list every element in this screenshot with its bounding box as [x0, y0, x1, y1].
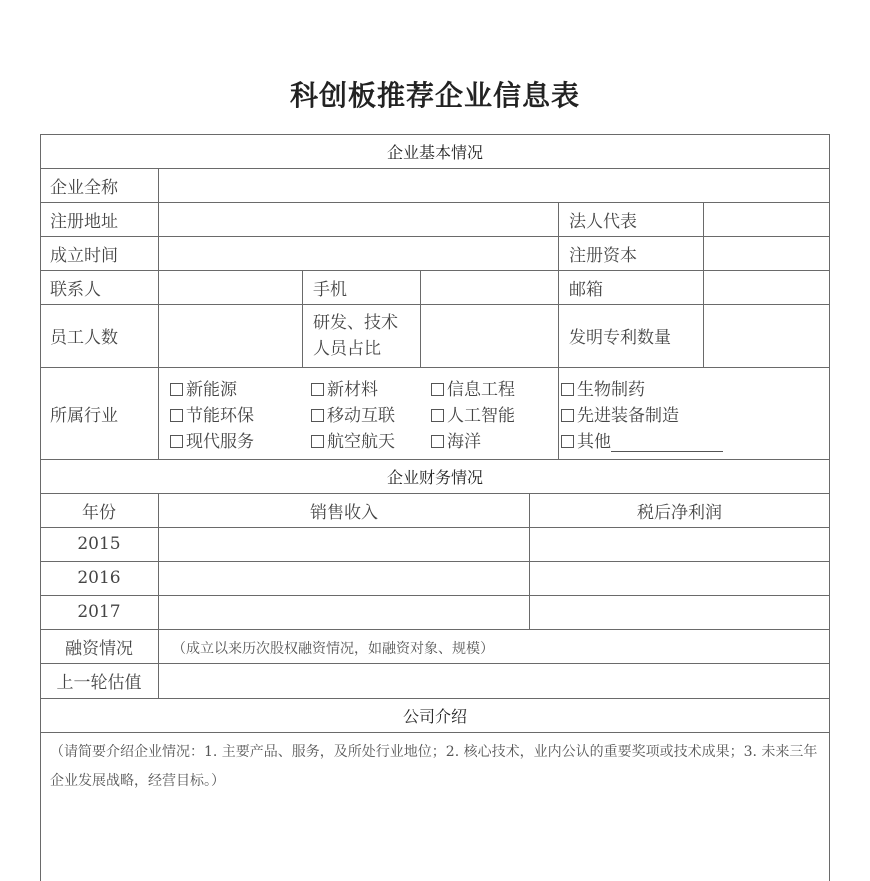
industry-option[interactable]: 节能环保	[170, 401, 254, 426]
header-profit: 税后净利润	[637, 502, 722, 523]
field-legal-rep[interactable]	[704, 202, 829, 236]
checkbox-icon[interactable]	[311, 435, 324, 448]
field-valuation[interactable]	[159, 663, 829, 698]
label-company-name: 企业全称	[50, 177, 118, 198]
industry-option[interactable]: 移动互联	[311, 401, 395, 426]
form-title: 科创板推荐企业信息表	[289, 79, 580, 112]
field-company-name[interactable]	[159, 168, 829, 202]
field-mobile[interactable]	[421, 270, 558, 304]
financing-note: （成立以来历次股权融资情况，如融资对象、规模）	[172, 641, 494, 657]
field-founded[interactable]	[159, 236, 558, 270]
field-staff[interactable]	[159, 304, 302, 367]
checkbox-icon[interactable]	[311, 383, 324, 396]
checkbox-icon[interactable]	[561, 409, 574, 422]
field-contact[interactable]	[159, 270, 302, 304]
label-mobile: 手机	[313, 279, 347, 300]
label-valuation: 上一轮估值	[56, 673, 142, 693]
intro-note: （请简要介绍企业情况：1. 主要产品、服务，及所处行业地位；2. 核心技术，业内公认的重要奖项或技术成果；3. 未来三年企业发展战略，经营目标。）	[50, 744, 818, 789]
year-cell: 2015	[77, 534, 121, 554]
industry-option[interactable]: 海洋	[431, 427, 481, 452]
label-email: 邮箱	[569, 279, 603, 300]
other-blank-line[interactable]	[611, 437, 723, 452]
checkbox-icon[interactable]	[431, 435, 444, 448]
checkbox-icon[interactable]	[431, 409, 444, 422]
label-financing: 融资情况	[65, 638, 133, 659]
label-patents: 发明专利数量	[569, 328, 671, 348]
field-sales[interactable]	[159, 561, 529, 595]
checkbox-icon[interactable]	[311, 409, 324, 422]
rd-ratio-line2: 人员占比	[313, 338, 381, 359]
grid-line	[40, 732, 830, 733]
rd-ratio-line1: 研发、技术	[313, 312, 398, 333]
field-patents[interactable]	[704, 304, 829, 367]
label-reg-capital: 注册资本	[569, 245, 637, 266]
checkbox-icon[interactable]	[170, 435, 183, 448]
checkbox-icon[interactable]	[561, 383, 574, 396]
checkbox-icon[interactable]	[170, 383, 183, 396]
industry-option-other[interactable]: 其他	[561, 427, 723, 452]
industry-option[interactable]: 新能源	[170, 375, 237, 400]
industry-option[interactable]: 航空航天	[311, 427, 395, 452]
grid-line	[829, 134, 830, 881]
checkbox-icon[interactable]	[170, 409, 183, 422]
label-staff: 员工人数	[50, 328, 118, 348]
field-reg-address[interactable]	[159, 202, 558, 236]
section-title-basic: 企业基本情况	[386, 142, 483, 162]
label-reg-address: 注册地址	[50, 211, 118, 232]
checkbox-icon[interactable]	[431, 383, 444, 396]
label-legal-rep: 法人代表	[569, 211, 637, 232]
field-sales[interactable]	[159, 527, 529, 561]
field-profit[interactable]	[530, 527, 829, 561]
header-sales: 销售收入	[310, 502, 378, 523]
label-founded: 成立时间	[50, 245, 118, 266]
year-cell: 2016	[77, 568, 121, 588]
field-reg-capital[interactable]	[704, 236, 829, 270]
field-profit[interactable]	[530, 595, 829, 629]
section-title-finance: 企业财务情况	[386, 467, 483, 487]
field-profit[interactable]	[530, 561, 829, 595]
industry-option[interactable]: 先进装备制造	[561, 401, 679, 426]
label-rd-ratio	[303, 304, 420, 367]
section-title-intro: 公司介绍	[402, 706, 467, 726]
year-cell: 2017	[77, 602, 121, 622]
industry-option[interactable]: 生物制药	[561, 375, 645, 400]
industry-option[interactable]: 信息工程	[431, 375, 515, 400]
industry-option[interactable]: 人工智能	[431, 401, 515, 426]
industry-option[interactable]: 新材料	[311, 375, 378, 400]
industry-option[interactable]: 现代服务	[170, 427, 254, 452]
label-industry: 所属行业	[50, 405, 118, 426]
header-year: 年份	[82, 502, 116, 523]
label-contact: 联系人	[50, 279, 101, 300]
field-email[interactable]	[704, 270, 829, 304]
field-sales[interactable]	[159, 595, 529, 629]
checkbox-icon[interactable]	[561, 435, 574, 448]
field-rd-ratio[interactable]	[421, 304, 558, 367]
